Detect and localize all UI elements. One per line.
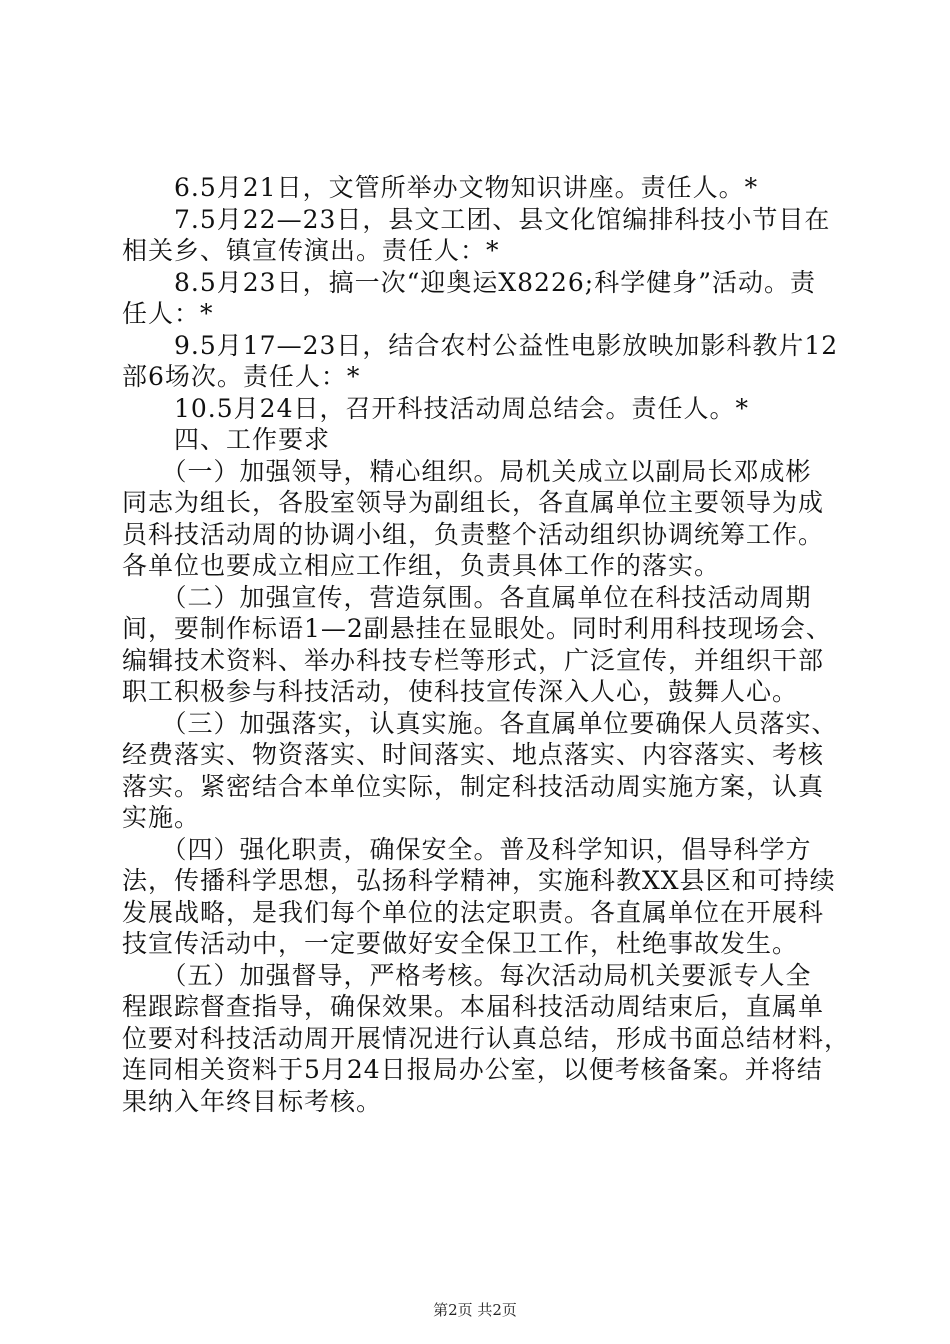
text-line: 经费落实、物资落实、时间落实、地点落实、内容落实、考核 bbox=[122, 740, 825, 769]
text-line: 间，要制作标语1—2副悬挂在显眼处。同时利用科技现场会、 bbox=[122, 614, 832, 643]
text-line: 连同相关资料于5月24日报局办公室，以便考核备案。并将结 bbox=[122, 1055, 823, 1084]
text-line: 落实。紧密结合本单位实际，制定科技活动周实施方案，认真 bbox=[122, 771, 825, 801]
text-line: 部6场次。责任人：* bbox=[122, 362, 361, 391]
text-line: （二）加强宣传，营造氛围。各直属单位在科技活动周期 bbox=[122, 582, 812, 612]
section-heading: 四、工作要求 bbox=[122, 425, 331, 454]
text-line: （一）加强领导，精心组织。局机关成立以副局长邓成彬 bbox=[122, 456, 812, 486]
text-line: （五）加强督导，严格考核。每次活动局机关要派专人全 bbox=[122, 960, 812, 990]
text-line: 员科技活动周的协调小组，负责整个活动组织协调统筹工作。 bbox=[122, 519, 825, 549]
text-line: 6.5月21日，文管所举办文物知识讲座。责任人。* bbox=[122, 173, 759, 202]
text-line: 职工积极参与科技活动，使科技宣传深入人心，鼓舞人心。 bbox=[122, 677, 799, 706]
document-body bbox=[122, 172, 851, 1117]
page-number-footer: 第2页 共2页 bbox=[433, 1301, 517, 1319]
text-line: （四）强化职责，确保安全。普及科学知识，倡导科学方 bbox=[122, 834, 812, 864]
text-line: 9.5月17—23日，结合农村公益性电影放映加影科教片12 bbox=[122, 330, 839, 360]
text-line: 发展战略，是我们每个单位的法定职责。各直属单位在开展科 bbox=[122, 897, 825, 927]
text-line: 程跟踪督查指导，确保效果。本届科技活动周结束后，直属单 bbox=[122, 992, 825, 1021]
text-line: 8.5月23日，搞一次“迎奥运X8226;科学健身”活动。责 bbox=[122, 267, 816, 297]
text-line: 法，传播科学思想，弘扬科学精神，实施科教XX县区和可持续 bbox=[122, 866, 836, 895]
text-line: 位要对科技活动周开展情况进行认真总结，形成书面总结材料， bbox=[122, 1023, 851, 1053]
text-line: 编辑技术资料、举办科技专栏等形式，广泛宣传，并组织干部 bbox=[122, 645, 825, 675]
text-line: （三）加强落实，认真实施。各直属单位要确保人员落实、 bbox=[122, 708, 838, 738]
text-line: 10.5月24日，召开科技活动周总结会。责任人。* bbox=[122, 393, 749, 423]
text-line: 果纳入年终目标考核。 bbox=[122, 1086, 383, 1116]
text-line: 任人：* bbox=[122, 299, 214, 328]
text-line: 7.5月22—23日，县文工团、县文化馆编排科技小节目在 bbox=[122, 204, 831, 234]
text-line: 技宣传活动中，一定要做好安全保卫工作，杜绝事故发生。 bbox=[122, 929, 799, 958]
text-line: 同志为组长，各股室领导为副组长，各直属单位主要领导为成 bbox=[122, 488, 825, 517]
text-line: 各单位也要成立相应工作组，负责具体工作的落实。 bbox=[122, 551, 721, 580]
text-line: 相关乡、镇宣传演出。责任人：* bbox=[122, 236, 500, 265]
text-line: 实施。 bbox=[122, 803, 201, 832]
